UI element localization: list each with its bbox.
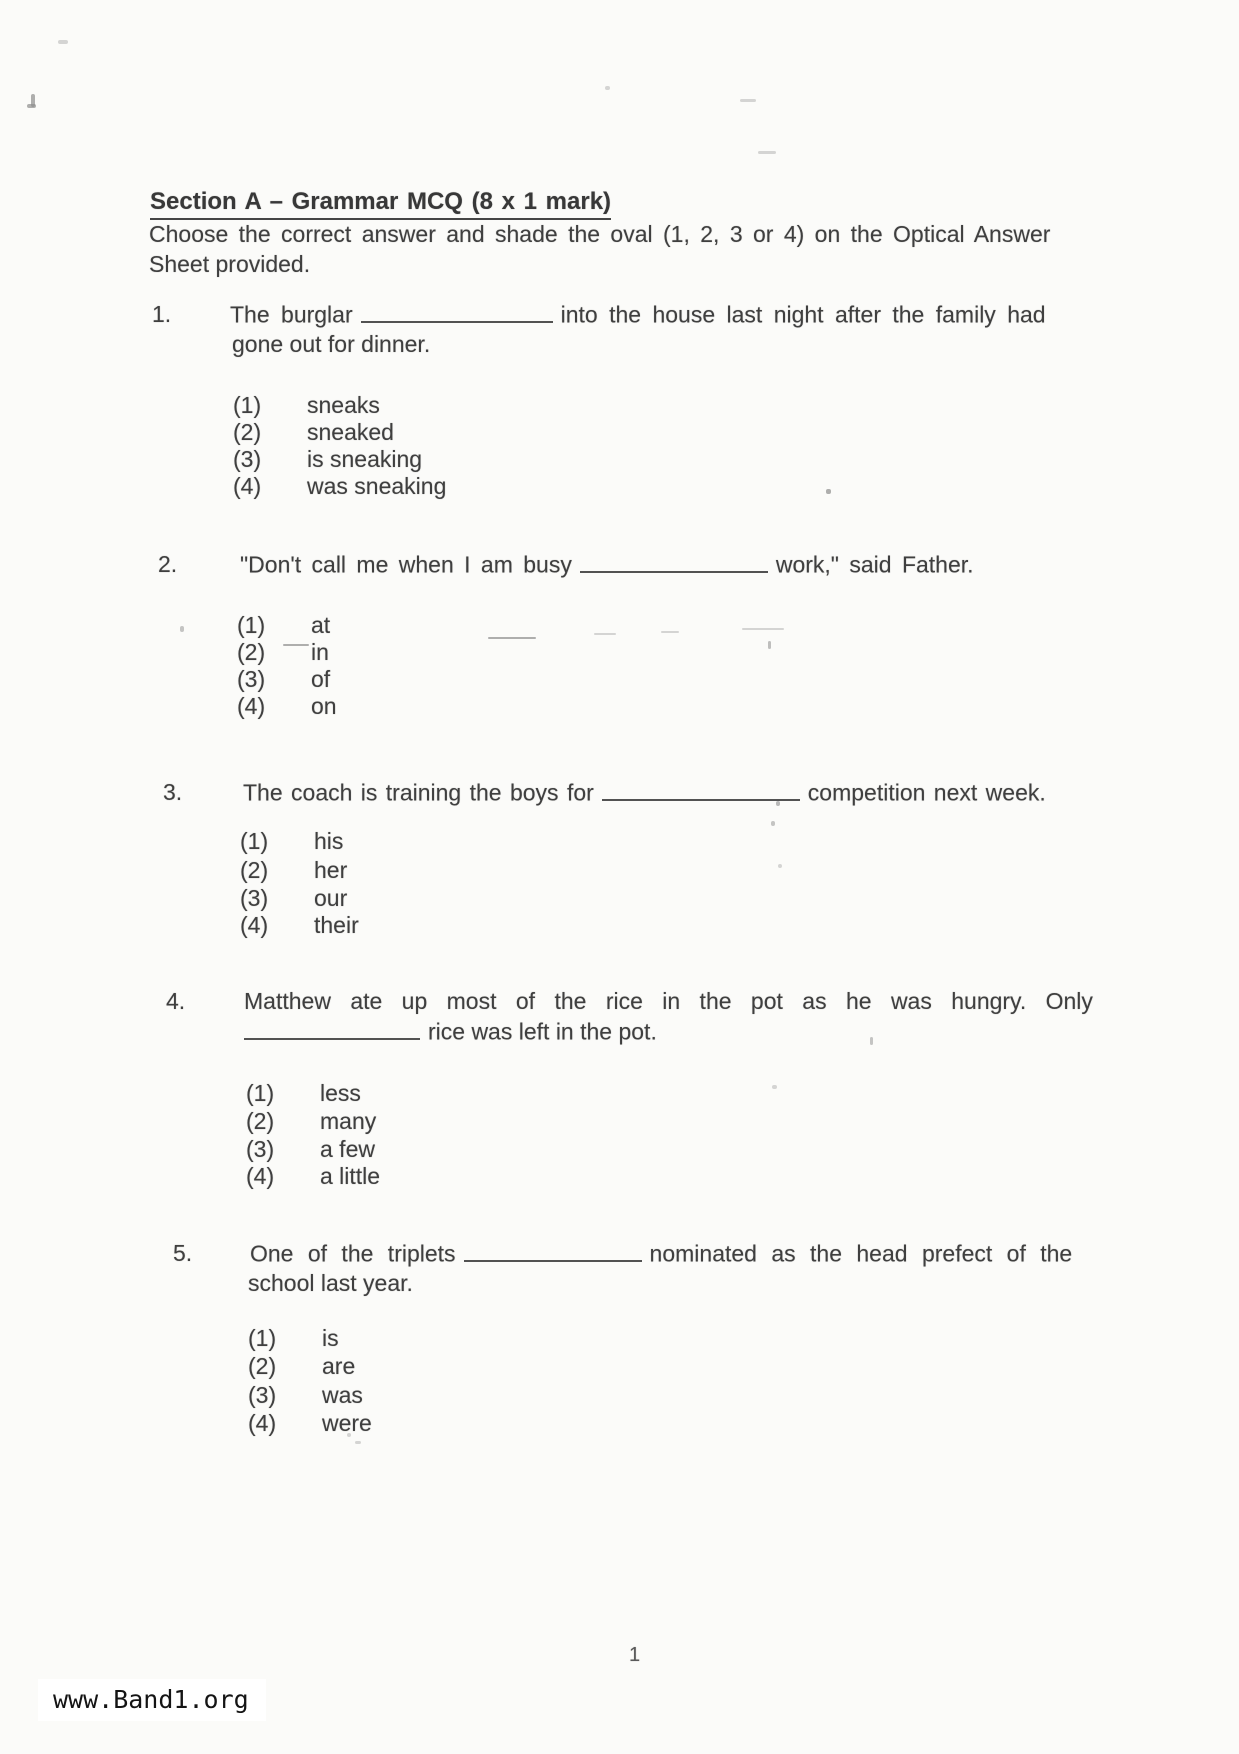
scan-speck: [772, 1085, 777, 1089]
option-number: (1): [233, 392, 262, 418]
scan-speck: [870, 1037, 873, 1045]
option-number: (4): [233, 473, 262, 499]
scan-mark-dash: [594, 633, 616, 635]
option-text: their: [314, 912, 359, 938]
scan-mark-line: [488, 637, 536, 639]
answer-blank: [580, 551, 768, 573]
scan-mark-dash: [742, 628, 784, 630]
question-number: 5.: [173, 1240, 193, 1266]
question-text-pre: The coach is training the boys for: [243, 779, 594, 806]
question-text-line-1: [250, 1240, 1072, 1268]
option-number: (1): [246, 1080, 275, 1106]
option-number: (4): [237, 693, 266, 719]
option-text: is: [322, 1325, 339, 1351]
question-text-line-1: [230, 301, 1046, 329]
question-text-post: work," said Father.: [775, 551, 974, 578]
option-number: (4): [240, 912, 269, 938]
question-text-line-2: [244, 1018, 657, 1046]
option-number: (3): [248, 1382, 277, 1408]
question-text-post: rice was left in the pot.: [428, 1018, 657, 1045]
instructions-line-1: Choose the correct answer and shade the oval (1, 2, 3 or 4) on the Optical Answer: [149, 221, 1051, 247]
option-text: sneaks: [307, 392, 380, 418]
option-number: (1): [248, 1325, 277, 1351]
option-number: (2): [237, 639, 266, 665]
scan-speck: [347, 1433, 351, 1437]
question-text-line-2: school last year.: [248, 1270, 413, 1296]
scan-speck: [768, 641, 771, 649]
option-number: (2): [246, 1108, 275, 1134]
option-text: a few: [320, 1136, 375, 1162]
option-text: are: [322, 1353, 356, 1379]
question-number: 2.: [158, 551, 178, 577]
scan-speck: [826, 489, 831, 494]
option-text: were: [322, 1410, 372, 1436]
option-number: (3): [233, 446, 262, 472]
watermark-box: [38, 1679, 266, 1721]
question-number: 4.: [166, 988, 186, 1014]
answer-blank: [244, 1018, 420, 1040]
option-number: (2): [233, 419, 262, 445]
question-text-line-1: [240, 551, 974, 579]
question-text-pre: One of the triplets: [250, 1240, 456, 1267]
question-text-pre: "Don't call me when I am busy: [240, 551, 572, 578]
scan-speck: [58, 40, 68, 44]
answer-blank: [361, 301, 553, 323]
option-number: (1): [240, 828, 269, 854]
answer-blank: [602, 779, 800, 801]
page-number: 1: [629, 1644, 641, 1666]
option-number: (4): [246, 1163, 275, 1189]
scan-speck: [27, 104, 36, 108]
option-number: (3): [237, 666, 266, 692]
option-text: of: [311, 666, 331, 692]
scan-speck: [355, 1441, 361, 1444]
instructions-line-2: Sheet provided.: [149, 251, 311, 277]
option-text: a little: [320, 1163, 381, 1189]
question-text-pre: The burglar: [230, 301, 353, 328]
scan-speck: [771, 821, 775, 826]
watermark-text: www.Band1.org: [53, 1685, 249, 1714]
scan-speck: [740, 99, 756, 102]
question-text-line-1: Matthew ate up most of the rice in the pot as he was hungry. Only: [244, 988, 1093, 1014]
option-text: less: [320, 1080, 361, 1106]
option-text: was sneaking: [307, 473, 447, 499]
scan-speck: [758, 151, 776, 154]
question-text-line-1: [243, 779, 1046, 807]
option-number: (4): [248, 1410, 277, 1436]
option-number: (3): [246, 1136, 275, 1162]
option-text: our: [314, 885, 348, 911]
answer-blank: [464, 1240, 642, 1262]
option-text: her: [314, 857, 348, 883]
scan-speck: [180, 626, 184, 632]
option-text: on: [311, 693, 337, 719]
section-title: Section A – Grammar MCQ (8 x 1 mark): [150, 188, 611, 220]
question-number: 3.: [163, 779, 183, 805]
option-text: in: [311, 639, 329, 665]
option-text: was: [322, 1382, 363, 1408]
question-text-post: competition next week.: [807, 779, 1046, 806]
option-number: (2): [248, 1353, 277, 1379]
option-text: his: [314, 828, 344, 854]
option-text: at: [311, 612, 331, 638]
option-text: is sneaking: [307, 446, 423, 472]
scan-speck: [605, 86, 610, 90]
question-text-post: into the house last night after the family had: [560, 301, 1046, 328]
scan-mark-dash: [661, 631, 679, 633]
option-number: (1): [237, 612, 266, 638]
option-text: many: [320, 1108, 377, 1134]
scan-speck: [776, 801, 780, 806]
question-number: 1.: [152, 301, 172, 327]
option-number: (3): [240, 885, 269, 911]
option-number: (2): [240, 857, 269, 883]
scan-mark-line: [283, 644, 309, 646]
option-text: sneaked: [307, 419, 394, 445]
question-text-line-2: gone out for dinner.: [232, 331, 431, 357]
scan-speck: [778, 864, 782, 868]
question-text-post: nominated as the head prefect of the: [649, 1240, 1073, 1267]
